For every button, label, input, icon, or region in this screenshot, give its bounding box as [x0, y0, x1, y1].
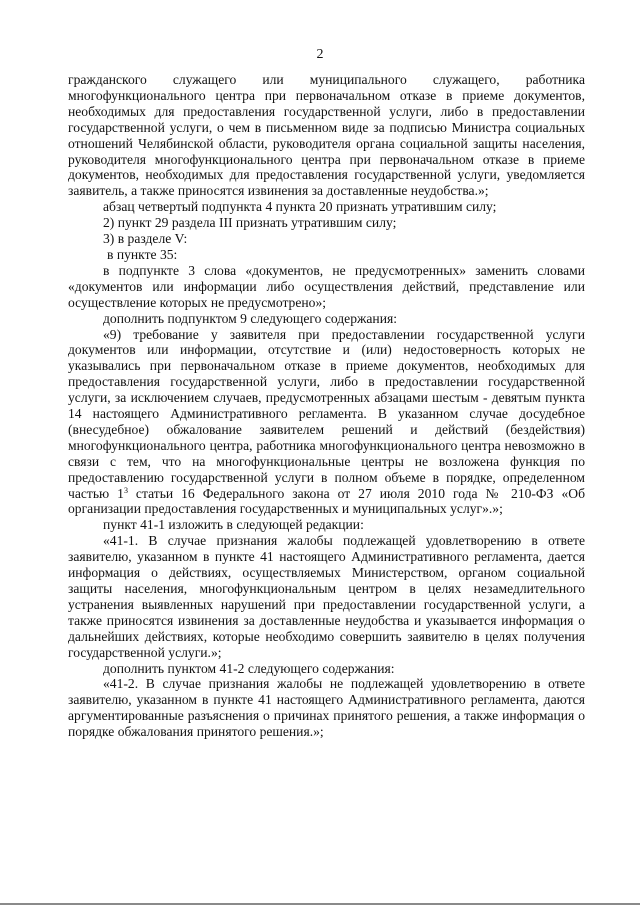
paragraph-item-2: 2) пункт 29 раздела III признать утратившим силу; [103, 215, 397, 231]
paragraph-add-point-41-2: дополнить пунктом 41-2 следующего содержания: [103, 660, 395, 676]
footnote-superscript: 3 [123, 485, 128, 495]
document-body [68, 72, 585, 740]
paragraph-point-41-1-text: «41-1. В случае признания жалобы подлежащей удовлетворению в ответе заявителю, указанном в пункте 41 настоящего Административного регламента, дается информация о действиях, осуществляемых Министерством, органом социальной защиты населения, многофункциональным центром в целях незамедлительного устранения выявленных нарушений при предоставлении государственной услуги, а также приносятся извинения за доставленные неудобства и указывается информация о дальнейших действиях, которые необходимо совершить заявителю в целях получения государственной услуги.»; [68, 533, 585, 660]
paragraph-point-35: в пункте 35: [107, 246, 178, 262]
subpoint-9-text-main: «9) требование у заявителя при предоставлении государственной услуги документов или информации, отсутствие и (или) недостоверность которых не указывались при первоначальном отказе в приеме документов, необходимых для предоставления государственной услуги, либо в предоставлении государственной услуги, за исключением случаев, предусмотренных абзацами шестым - девятым пункта 14 настоящего Административного регламента. В указанном случае досудебное (внесудебное) обжалование заявителем решений и действий (бездействия) многофункционального центра, работника многофункционального центра невозможно в связи с тем, что на многофункциональные центры не возложена функция по предоставлению государственной услуги в полном объеме в порядке, определенном частью 1 [68, 326, 585, 501]
paragraph-abzac-4: абзац четвертый подпункта 4 пункта 20 признать утратившим силу; [103, 199, 497, 215]
paragraph-point-41-2-text: «41-2. В случае признания жалобы не подлежащей удовлетворению в ответе заявителю, указанном в пункте 41 настоящего Административного регламента, даются аргументированные разъяснения о причинах принятого решения, а также информация о порядке обжалования принятого решения.»; [68, 676, 585, 740]
paragraph-subpoint-3: в подпункте 3 слова «документов, не предусмотренных» заменить словами «документов или информации либо осуществления действий, представление или осуществление которых не предусмотрено»; [68, 262, 585, 310]
subpoint-9-text-tail: статьи 16 Федерального закона от 27 июля 2010 года № 210-ФЗ «Об организации предоставления государственных и муниципальных услуг».»; [68, 485, 585, 517]
paragraph-add-subpoint-9: дополнить подпунктом 9 следующего содержания: [103, 310, 398, 326]
page-number: 2 [316, 47, 324, 62]
paragraph-point-41-1-intro: пункт 41-1 изложить в следующей редакции: [103, 517, 364, 533]
paragraph-subpoint-9-text [68, 327, 585, 518]
paragraph-continuation: гражданского служащего или муниципального служащего, работника многофункционального центра при первоначальном отказе в приеме документов, необходимых для предоставления государственной услуги, либо в предоставлении государственной услуги, о чем в письменном виде за подписью Министра социальных отношений Челябинской области, руководителя органа социальной защиты населения, руководителя многофункционального центра при первоначальном отказе в приеме документов, необходимых для предоставления государственной услуги, уведомляется заявитель, а также приносятся извинения за доставленные неудобства.»; [68, 72, 585, 199]
paragraph-item-3: 3) в разделе V: [103, 231, 188, 247]
